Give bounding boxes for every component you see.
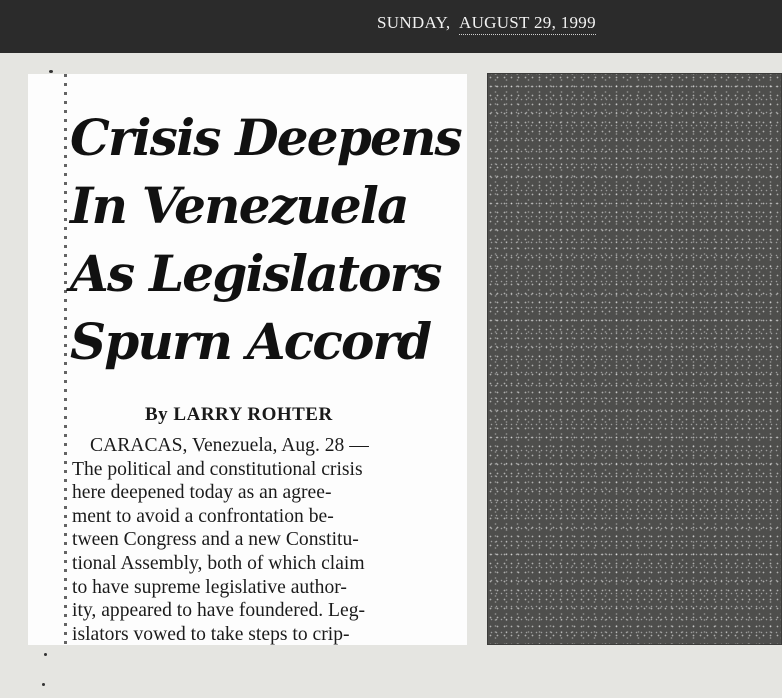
body-line: to have supreme legislative author- — [72, 576, 347, 598]
scan-speckle — [49, 70, 53, 73]
top-bar — [0, 0, 782, 53]
headline-line: As Legislators — [70, 244, 441, 303]
article-headline — [70, 104, 465, 376]
body-line: tional Assembly, both of which claim — [72, 552, 365, 574]
headline-line: In Venezuela — [70, 176, 408, 235]
headline-line: Spurn Accord — [70, 312, 431, 371]
publication-day: SUNDAY, — [377, 13, 451, 32]
body-line: tween Congress and a new Constitu- — [72, 529, 359, 551]
headline-line: Crisis Deepens — [70, 108, 461, 167]
adjacent-scan-region — [487, 73, 782, 645]
scan-speckle — [44, 653, 47, 656]
body-line: The political and constitutional crisis — [72, 458, 363, 480]
body-line: islators vowed to take steps to crip- — [72, 623, 350, 645]
publication-date-link[interactable]: AUGUST 29, 1999 — [459, 13, 596, 35]
body-line: ity, appeared to have foundered. Leg- — [72, 600, 366, 622]
body-line: here deepened today as an agree- — [72, 482, 332, 504]
article-byline: By LARRY ROHTER — [145, 404, 333, 425]
body-line: CARACAS, Venezuela, Aug. 28 — — [90, 435, 369, 456]
body-line: ment to avoid a confrontation be- — [72, 505, 334, 527]
scan-speckle — [42, 683, 45, 686]
clipping-torn-edge — [64, 74, 67, 645]
article-body — [72, 434, 456, 646]
